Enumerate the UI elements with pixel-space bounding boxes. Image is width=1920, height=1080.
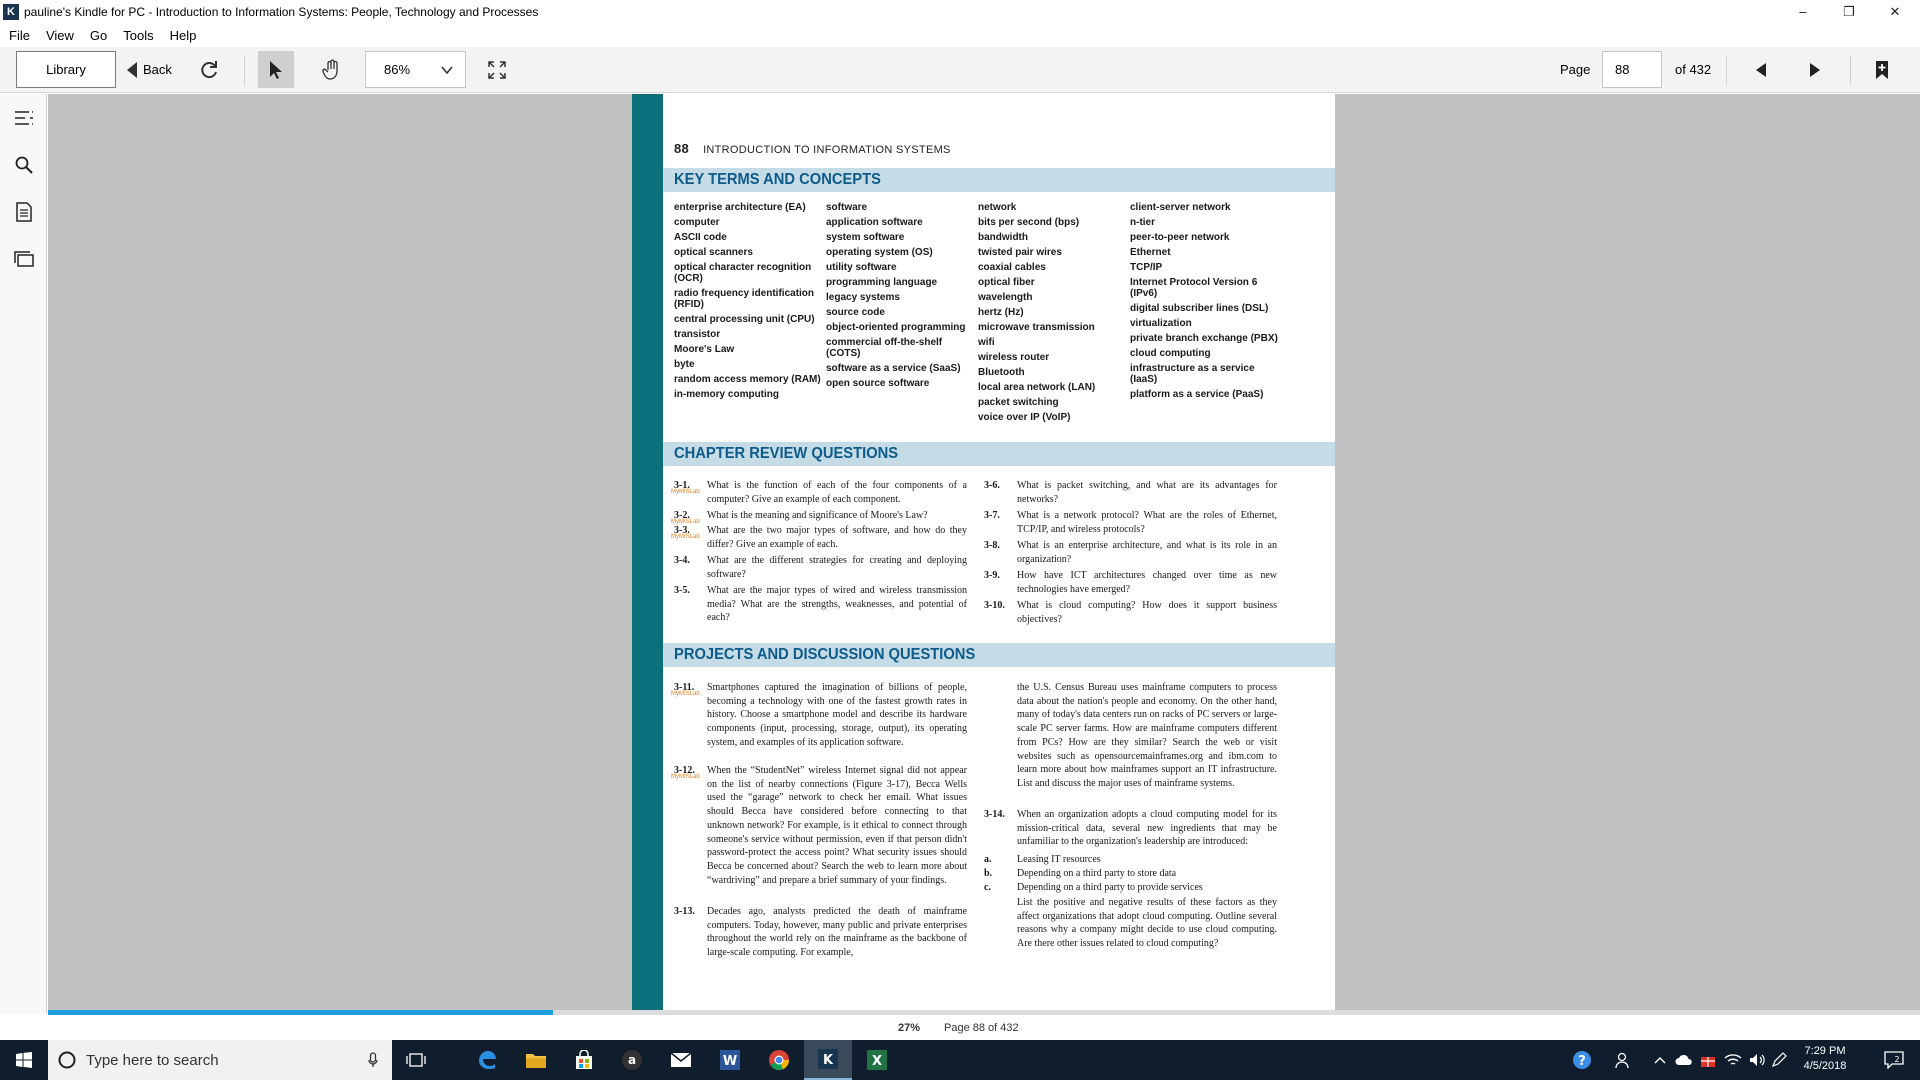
question-item <box>671 524 967 551</box>
question-item <box>984 569 1277 596</box>
key-terms-column <box>978 202 1128 427</box>
key-term: microwave transmission <box>978 322 1095 333</box>
question-number: 3-2. <box>674 510 690 521</box>
key-term: Bluetooth <box>978 367 1025 378</box>
microphone-icon <box>368 1052 378 1068</box>
section-header <box>663 442 1335 466</box>
key-term: digital subscriber lines (DSL) <box>1130 303 1269 314</box>
sync-button[interactable] <box>191 51 227 88</box>
key-term: enterprise architecture (EA) <box>674 202 806 213</box>
key-term: ASCII code <box>674 232 727 243</box>
question-item <box>671 681 967 750</box>
question-item <box>984 479 1277 506</box>
task-view-button[interactable] <box>392 1040 440 1080</box>
question-text: What are the major types of wired and wireless transmission media? What are the strengths, weaknesses, and potential of each? <box>707 585 967 624</box>
maximize-button[interactable]: ❐ <box>1843 3 1855 19</box>
menu-go[interactable]: Go <box>89 27 108 43</box>
zoom-value: 86% <box>384 62 411 77</box>
page-total: of 432 <box>1675 62 1712 77</box>
key-term: packet switching <box>978 397 1059 408</box>
search-button[interactable] <box>12 153 36 177</box>
question-item <box>984 539 1277 566</box>
key-term: programming language <box>826 277 938 288</box>
key-term: client-server network <box>1130 202 1231 213</box>
tray-overflow-button[interactable] <box>1648 1040 1672 1080</box>
page-color-bar <box>632 94 663 1010</box>
flashcards-button[interactable] <box>12 247 36 271</box>
close-button[interactable]: ✕ <box>1889 3 1901 19</box>
question-text: When the “StudentNet” wireless Internet signal did not appear on the list of nearby connections (Figure 3-17), Becca Wells used the “garage” network to check her email. What issues should Becca have considered before connecting to that unknown network? For example, is it ethical to connect through someone's service without permission, even if that person didn't password-protect the access point? What security issues should Becca be concerned about? Search the web to learn more about “wardriving” and prepare a brief summary of your findings. <box>707 765 967 886</box>
svg-text:?: ? <box>1578 1054 1586 1069</box>
question-text: When an organization adopts a cloud computing model for its mission-critical data, several new ingredients that may be unfamiliar to the organization's leadership are introduced: <box>1017 809 1277 848</box>
cards-icon <box>14 251 34 267</box>
bookmark-button[interactable] <box>1864 51 1900 88</box>
key-term: cloud computing <box>1130 348 1211 359</box>
help-tray-button[interactable] <box>1560 1040 1604 1080</box>
question-text: Decades ago, analysts predicted the death of mainframe computers. Today, however, many public and private enterprises throughout the world rely on the mainframe as the backbone of large-scale computing. For example, <box>707 906 967 959</box>
clock-date: 4/5/2018 <box>1803 1060 1847 1072</box>
svg-text:W: W <box>722 1054 738 1069</box>
notification-count: 2 <box>1894 1055 1900 1064</box>
gift-icon <box>1700 1052 1716 1068</box>
section-title: CHAPTER REVIEW QUESTIONS <box>674 445 899 462</box>
question-item <box>671 479 967 506</box>
taskbar-excel[interactable] <box>853 1040 901 1080</box>
key-term: n-tier <box>1130 217 1155 228</box>
hand-icon <box>322 59 342 81</box>
mymislab-tag: MyMISLab <box>671 774 700 780</box>
question-number: a. <box>984 854 992 865</box>
window-title: pauline's Kindle for PC - Introduction to Information Systems: People, Technology and Processes <box>24 4 539 19</box>
taskbar-store[interactable] <box>560 1040 608 1080</box>
onedrive-tray-icon[interactable] <box>1672 1040 1696 1080</box>
toolbar <box>0 47 1920 93</box>
key-term: commercial off-the-shelf (COTS) <box>826 337 943 359</box>
taskbar-amazon[interactable] <box>608 1040 656 1080</box>
pen-tray-icon[interactable] <box>1768 1040 1790 1080</box>
section-title: PROJECTS AND DISCUSSION QUESTIONS <box>674 646 976 663</box>
key-term: software as a service (SaaS) <box>826 363 961 374</box>
menu-file[interactable]: File <box>9 27 30 43</box>
key-term: open source software <box>826 378 930 389</box>
chrome-icon <box>768 1049 790 1071</box>
question-text: What is the meaning and significance of Moore's Law? <box>707 510 928 521</box>
cloud-icon <box>1675 1054 1693 1066</box>
progress-percent: 27% <box>898 1022 921 1034</box>
question-item <box>671 509 967 525</box>
question-text: What is the function of each of the four components of a computer? Give an example of each component. <box>707 480 967 505</box>
key-term: local area network (LAN) <box>978 382 1096 393</box>
question-item <box>674 584 967 625</box>
folder-icon <box>525 1051 547 1069</box>
gift-tray-icon[interactable] <box>1696 1040 1720 1080</box>
taskbar-edge[interactable] <box>463 1040 511 1080</box>
question-item <box>674 554 967 581</box>
mymislab-tag: MyMISLab <box>671 489 700 495</box>
key-term: transistor <box>674 329 721 340</box>
svg-text:K: K <box>822 1053 834 1068</box>
question-text: What is a network protocol? What are the roles of Ethernet, TCP/IP, and wireless protocols? <box>1017 510 1277 535</box>
chevron-down-icon <box>441 64 453 76</box>
key-term: peer-to-peer network <box>1130 232 1230 243</box>
toolbar-divider <box>1850 55 1851 85</box>
question-item <box>984 867 1277 881</box>
mymislab-tag: MyMISLab <box>671 534 700 540</box>
key-term: Internet Protocol Version 6 (IPv6) <box>1130 277 1258 299</box>
mymislab-tag: MyMISLab <box>671 519 700 525</box>
section-header <box>663 168 1335 192</box>
menu-view[interactable]: View <box>45 27 74 43</box>
question-item <box>1017 681 1277 791</box>
key-term: Moore's Law <box>674 344 735 355</box>
question-item <box>671 764 967 887</box>
key-term: wavelength <box>978 292 1033 303</box>
question-item <box>674 905 967 960</box>
triangle-left-icon <box>1755 62 1767 78</box>
svg-text:a: a <box>627 1053 637 1067</box>
minimize-button[interactable]: – <box>1799 4 1807 19</box>
svg-text:X: X <box>871 1054 883 1069</box>
clock-time: 7:29 PM <box>1804 1045 1846 1057</box>
windows-icon <box>16 1052 32 1068</box>
key-term: computer <box>674 217 720 228</box>
library-button[interactable]: Library <box>16 51 116 88</box>
question-item <box>984 808 1277 849</box>
speaker-icon <box>1749 1053 1765 1067</box>
key-term: Ethernet <box>1130 247 1171 258</box>
key-term: in-memory computing <box>674 389 780 400</box>
key-term: optical character recognition (OCR) <box>674 262 812 284</box>
section-header <box>663 643 1335 667</box>
mail-icon <box>670 1052 692 1068</box>
key-term: optical fiber <box>978 277 1035 288</box>
question-number: 3-3. <box>674 525 690 536</box>
key-term: virtualization <box>1130 318 1192 329</box>
mymislab-tag: MyMISLab <box>671 691 700 697</box>
key-term: application software <box>826 217 923 228</box>
key-term: source code <box>826 307 885 318</box>
taskbar <box>0 1040 1920 1080</box>
key-term: infrastructure as a service (IaaS) <box>1130 363 1255 385</box>
pen-icon <box>1771 1052 1787 1068</box>
question-text: Leasing IT resources <box>1017 854 1101 865</box>
question-number: 3-1. <box>674 480 690 491</box>
question-text: How have ICT architectures changed over time as new technologies have emerged? <box>1017 570 1277 595</box>
key-term: bits per second (bps) <box>978 217 1080 228</box>
question-number: 3-10. <box>984 600 1005 611</box>
book-page <box>632 94 1335 1010</box>
back-label: Back <box>143 62 172 77</box>
key-term: software <box>826 202 868 213</box>
question-number: 3-7. <box>984 510 1000 521</box>
key-term: legacy systems <box>826 292 900 303</box>
key-term: wifi <box>978 337 995 348</box>
action-center-button[interactable] <box>1868 1040 1920 1080</box>
triangle-right-icon <box>1809 62 1821 78</box>
key-term: utility software <box>826 262 897 273</box>
question-number: c. <box>984 882 991 893</box>
excel-icon <box>866 1049 888 1071</box>
question-text: Depending on a third party to provide services <box>1017 882 1203 893</box>
key-term: optical scanners <box>674 247 753 258</box>
question-text: Depending on a third party to store data <box>1017 868 1177 879</box>
key-term: TCP/IP <box>1130 262 1163 273</box>
amazon-icon <box>621 1049 643 1071</box>
question-number: 3-13. <box>674 906 695 917</box>
bookmark-add-icon <box>1875 60 1889 80</box>
question-text: the U.S. Census Bureau uses mainframe computers to process data about the nation's people and economy. On the other hand, many of today's data centers run on racks of PC servers or large-scale PC server farms. How are mainframe computers different from PCs? How are they similar? Search the web or visit websites such as opensourcemainframes.org and ibm.com to learn more about how mainframes support an IT infrastructure. List and discuss the major uses of mainframe systems. <box>1017 682 1277 789</box>
wifi-icon <box>1724 1053 1742 1067</box>
search-icon <box>15 156 33 174</box>
key-terms-column <box>826 202 976 393</box>
question-item <box>984 599 1277 626</box>
key-term: network <box>978 202 1017 213</box>
menu-help[interactable]: Help <box>169 27 197 43</box>
key-term: random access memory (RAM) <box>674 374 821 385</box>
toolbar-divider <box>244 55 245 85</box>
notebook-button[interactable] <box>12 200 36 224</box>
notification-icon <box>1884 1051 1904 1069</box>
question-number: 3-8. <box>984 540 1000 551</box>
title-bar <box>0 0 1920 23</box>
key-term: coaxial cables <box>978 262 1046 273</box>
status-bar <box>0 1015 1920 1040</box>
table-of-contents-button[interactable] <box>12 106 36 130</box>
key-term: voice over IP (VoIP) <box>978 412 1071 423</box>
key-term: hertz (Hz) <box>978 307 1024 318</box>
key-term: radio frequency identification (RFID) <box>674 288 815 310</box>
question-number: 3-14. <box>984 809 1005 820</box>
notes-icon <box>16 202 32 222</box>
key-term: central processing unit (CPU) <box>674 314 815 325</box>
reading-pane[interactable] <box>48 94 1920 1010</box>
kindle-app-icon: K <box>3 4 19 20</box>
key-term: operating system (OS) <box>826 247 933 258</box>
question-text: List the positive and negative results of these factors as they affect organizations that adopt cloud computing. Outline several reasons why a company might decide to use cloud computing. Are there other issues related to cloud computing? <box>1017 897 1277 950</box>
taskbar-kindle[interactable] <box>804 1040 852 1080</box>
question-number: 3-6. <box>984 480 1000 491</box>
help-icon <box>1572 1050 1592 1070</box>
taskbar-mail[interactable] <box>657 1040 705 1080</box>
question-text: What is packet switching, and what are its advantages for networks? <box>1017 480 1277 505</box>
key-term: object-oriented programming <box>826 322 966 333</box>
people-tray-button[interactable] <box>1604 1040 1644 1080</box>
page-location: Page 88 of 432 <box>944 1022 1019 1034</box>
pointer-icon <box>268 60 284 80</box>
edge-icon <box>476 1049 498 1071</box>
task-view-icon <box>406 1053 426 1067</box>
question-text: What is cloud computing? How does it support business objectives? <box>1017 600 1277 625</box>
kindle-icon <box>817 1048 839 1070</box>
printed-page-number: 88 <box>674 141 690 156</box>
question-text: What are the different strategies for creating and deploying software? <box>707 555 967 580</box>
expand-icon <box>488 61 506 79</box>
taskbar-chrome[interactable] <box>755 1040 803 1080</box>
question-number: 3-9. <box>984 570 1000 581</box>
key-term: platform as a service (PaaS) <box>1130 389 1264 400</box>
chevron-up-icon <box>1654 1056 1666 1064</box>
key-term: wireless router <box>978 352 1050 363</box>
question-item <box>984 881 1277 895</box>
toolbar-divider <box>1726 55 1727 85</box>
question-text: What are the two major types of software, and how do they differ? Give an example of each. <box>707 525 967 550</box>
key-term: byte <box>674 359 695 370</box>
select-tool-button[interactable] <box>258 51 294 88</box>
question-number: b. <box>984 868 993 879</box>
question-text: What is an enterprise architecture, and what is its role in an organization? <box>1017 540 1277 565</box>
taskbar-word[interactable] <box>706 1040 754 1080</box>
zoom-select[interactable] <box>365 51 466 88</box>
question-item <box>984 509 1277 536</box>
key-term: system software <box>826 232 905 243</box>
word-icon <box>719 1049 741 1071</box>
key-terms-column <box>1130 202 1280 404</box>
page-label: Page <box>1560 62 1591 77</box>
menu-bar <box>0 23 1920 47</box>
running-head-title: INTRODUCTION TO INFORMATION SYSTEMS <box>703 144 951 156</box>
page-number-input[interactable]: 88 <box>1602 51 1662 88</box>
question-number: 3-11. <box>674 682 695 693</box>
search-placeholder: Type here to search <box>86 1051 219 1069</box>
question-item <box>1017 896 1277 951</box>
system-clock[interactable] <box>1788 1044 1862 1074</box>
contents-icon <box>14 110 34 126</box>
key-term: bandwidth <box>978 232 1028 243</box>
cortana-circle-icon <box>58 1051 76 1069</box>
store-bag-icon <box>574 1050 594 1070</box>
wifi-tray-icon[interactable] <box>1720 1040 1746 1080</box>
question-text: Smartphones captured the imagination of billions of people, becoming a technology with one of the fastest growth rates in history. Choose a smartphone model and describe its hardware components (input, processing, storage, output), its operating system, and examples of its application software. <box>707 682 967 748</box>
pan-tool-button[interactable] <box>314 51 350 88</box>
key-terms-column <box>674 202 824 404</box>
people-icon <box>1615 1051 1633 1069</box>
running-header <box>674 141 951 156</box>
next-page-button[interactable] <box>1797 51 1833 88</box>
back-button[interactable] <box>127 51 172 88</box>
key-term: private branch exchange (PBX) <box>1130 333 1278 344</box>
fullscreen-button[interactable] <box>479 51 515 88</box>
question-number: 3-4. <box>674 555 690 566</box>
start-button[interactable] <box>0 1040 48 1080</box>
menu-tools[interactable]: Tools <box>123 27 154 43</box>
left-sidebar <box>0 94 47 1014</box>
question-number: 3-5. <box>674 585 690 596</box>
section-title: KEY TERMS AND CONCEPTS <box>674 171 881 188</box>
question-item <box>984 853 1277 867</box>
sync-icon <box>198 59 220 81</box>
back-arrow-icon <box>127 62 137 78</box>
question-number: 3-12. <box>674 765 695 776</box>
volume-tray-icon[interactable] <box>1746 1040 1768 1080</box>
taskbar-search-input[interactable] <box>48 1040 392 1080</box>
taskbar-file-explorer[interactable] <box>512 1040 560 1080</box>
previous-page-button[interactable] <box>1743 51 1779 88</box>
key-term: twisted pair wires <box>978 247 1062 258</box>
